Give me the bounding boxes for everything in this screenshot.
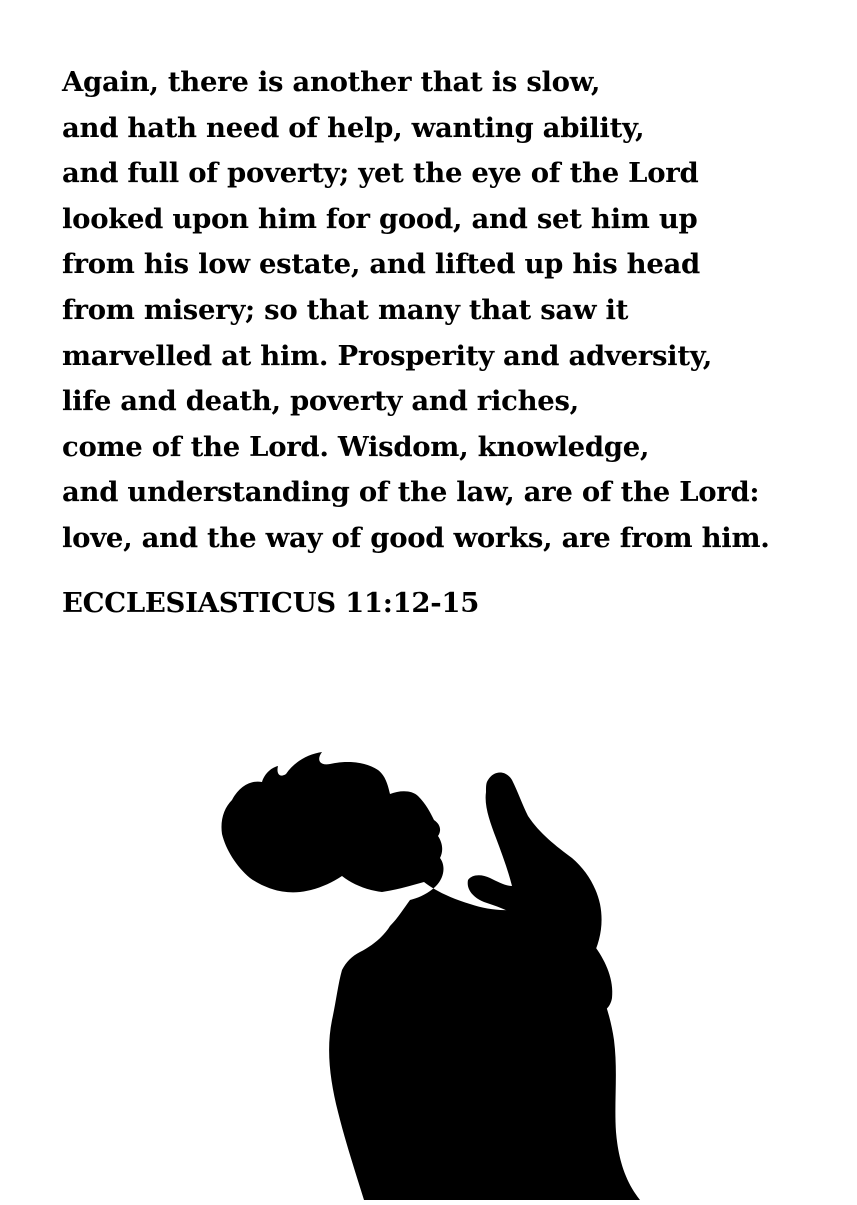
verse-line: love, and the way of good works, are from him. — [62, 521, 770, 554]
verse-line: from his low estate, and lifted up his head — [62, 248, 700, 281]
praying-person-icon — [0, 740, 857, 1200]
verse-line: from misery; so that many that saw it — [62, 293, 629, 326]
verse-citation: ECCLESIASTICUS 11:12-15 — [62, 587, 480, 619]
verse-line: looked upon him for good, and set him up — [62, 202, 698, 235]
verse-line: and hath need of help, wanting ability, — [62, 111, 645, 144]
verse-line: come of the Lord. Wisdom, knowledge, — [62, 430, 650, 463]
verse-line: and understanding of the law, are of the Lord: — [62, 476, 760, 509]
verse-line: life and death, poverty and riches, — [62, 385, 579, 418]
verse-line: Again, there is another that is slow, — [62, 66, 601, 98]
verse-line: marvelled at him. Prosperity and adversity, — [62, 339, 713, 372]
verse-text — [62, 60, 842, 562]
verse-line: and full of poverty; yet the eye of the Lord — [62, 157, 699, 190]
